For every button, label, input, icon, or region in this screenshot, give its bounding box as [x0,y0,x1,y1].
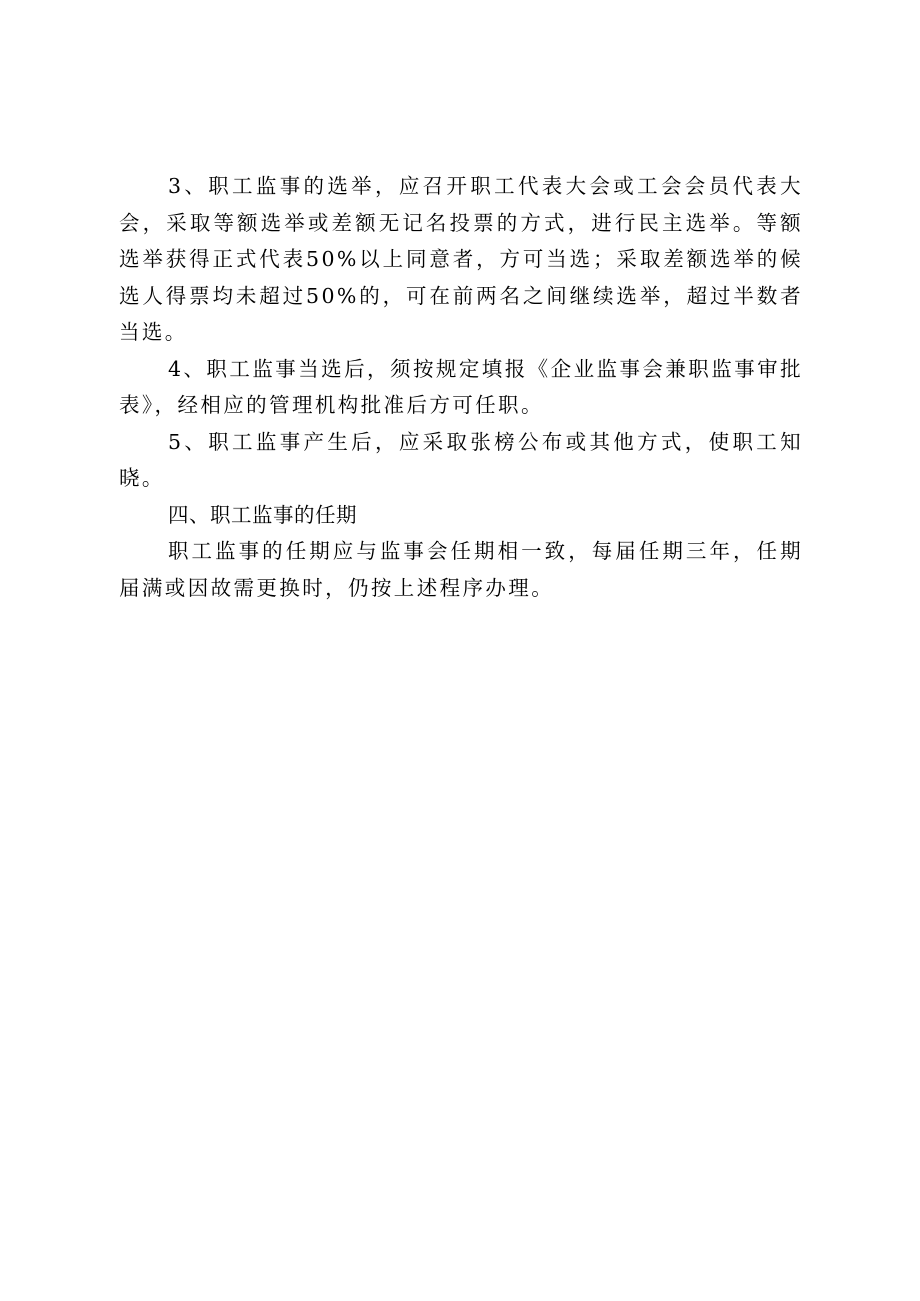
paragraph-item-5: 5、职工监事产生后，应采取张榜公布或其他方式，使职工知晓。 [119,429,803,490]
paragraph-item-3: 3、职工监事的选举，应召开职工代表大会或工会会员代表大会，采取等额选举或差额无记名投票的方式，进行民主选举。等额选举获得正式代表50%以上同意者，方可当选；采取差额选举的候选人得票均未超过50%的，可在前两名之间继续选举，超过半数者当选。 [119,174,803,344]
section-heading: 四、职工监事的任期 [168,502,357,527]
paragraph-item-4: 4、职工监事当选后，须按规定填报《企业监事会兼职监事审批表》，经相应的管理机构批准后方可任职。 [119,356,803,417]
section-body-paragraph: 职工监事的任期应与监事会任期相一致，每届任期三年，任期届满或因故需更换时，仍按上述程序办理。 [119,539,803,600]
document-page [119,168,803,606]
